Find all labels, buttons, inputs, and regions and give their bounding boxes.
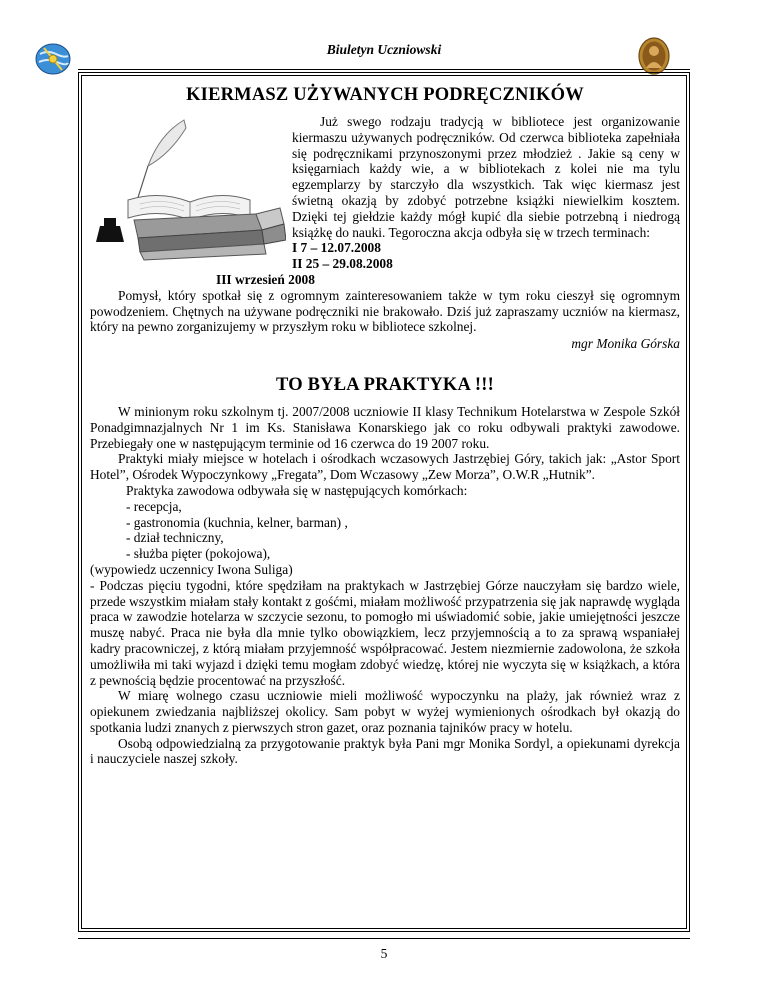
article1-title: KIERMASZ UŻYWANYCH PODRĘCZNIKÓW — [186, 85, 584, 105]
list-item: - dział techniczny, — [126, 530, 224, 546]
bulletin-title: Biuletyn Uczniowski — [326, 42, 442, 57]
school-globe-logo-icon — [34, 40, 72, 76]
footer-rule — [78, 938, 690, 939]
student-quote: - Podczas pięciu tygodni, które spędziłam na praktykach w Jastrzębiej Górze nauczyłam się bardzo wiele, przede wszystkim miałam stały kontakt z gośćmi, miałam możliwość przypatrzenia się jak naprawdę wygląda praca w zawodzie hotelarza w szczycie sezonu, to pomogło mi uświadomić sobie, jakie umiejętności jeszcze muszę nabyć. Praca nie była dla mnie tylko obowiązkiem, lecz przyjemnością a to za sprawą wspaniałej kadry pracowniczej, z którą miałam przyjemność współpracować. Jestem niezmiernie zadowolona, że szkoła umożliwiła mi taki wyjazd i dzięki temu mogłam zdobyć wiedzę, której nie wyczyta się w książkach, a która z pewnością będzie procentować na przyszłość. — [90, 577, 680, 688]
term-2: II 25 – 29.08.2008 — [292, 256, 393, 272]
article2-paragraph-4: Osobą odpowiedzialną za przygotowanie praktyk była Pani mgr Monika Sordyl, a opiekunami dyrekcja i nauczyciele naszej szkoły. — [90, 735, 680, 767]
departments-intro: Praktyka zawodowa odbywała się w następujących komórkach: — [126, 482, 468, 498]
term-3: III wrzesień 2008 — [216, 271, 315, 287]
page-number: 5 — [380, 946, 388, 961]
article2-title: TO BYŁA PRAKTYKA !!! — [276, 374, 494, 395]
page-content — [90, 80, 680, 767]
header-rule — [78, 69, 690, 70]
list-item: - recepcja, — [126, 498, 182, 514]
article1-author: mgr Monika Górska — [571, 336, 680, 352]
section-gap — [90, 352, 680, 374]
list-item: - służba pięter (pokojowa), — [126, 546, 271, 562]
patron-medallion-icon — [637, 36, 671, 76]
article2-paragraph-3: W miarę wolnego czasu uczniowie mieli możliwość wypoczynku na plaży, jak również wraz z opiekunem zwiedzania najbliższej okolicy. Sam pobyt w wyżej wymienionych ośrodkach był okazją do spotkania ludzi znanych z pierwszych stron gazet, oraz poznania tajników pracy w hotelu. — [90, 688, 680, 735]
article2-paragraph-1: W minionym roku szkolnym tj. 2007/2008 uczniowie II klasy Technikum Hotelarstwa w Zespole Szkół Ponadgimnazjalnych Nr 1 im Ks. Stanisława Konarskiego jak co roku odbywali praktyki zawodowe. Przebiegały one w następującym terminie od 16 czerwca do 19 2007 roku. — [90, 403, 680, 451]
article1-paragraph-2: Pomysł, który spotkał się z ogromnym zainteresowaniem także w tym roku cieszył się ogromnym powodzeniem. Chętnych na używane podręczniki nie brakowało. Dziś już zapraszamy uczniów na kiermasz, który na pewno zorganizujemy w przyszłym roku w bibliotece szkolnej. — [90, 287, 680, 335]
list-item: - gastronomia (kuchnia, kelner, barman) , — [126, 514, 348, 530]
article1-paragraph: Już swego rodzaju tradycją w bibliotece jest organizowanie kiermaszu używanych podręczników. Od czerwca biblioteka zapełniała się podręcznikami przynoszonymi przez młodzież . Jakie są ceny w księgarniach każdy wie, a w bibliotekach z kolei nie ma tylu egzemplarzy by starczyło dla wszystkich. Tak więc kiermasz jest świetną okazją by zdobyć potrzebne książki niewielkim kosztem. Dzięki tej giełdzie każdy mógł kupić dla siebie potrzebną i niedrogą książkę do nauki. Tegoroczna akcja odbyła się w trzech terminach: — [292, 114, 680, 240]
page-header — [78, 34, 690, 70]
interview-label: (wypowiedz uczennicy Iwona Suliga) — [90, 561, 293, 577]
article2-paragraph-2: Praktyki miały miejsce w hotelach i ośrodkach wczasowych Jastrzębiej Góry, takich jak: „Astor Sport Hotel”, Ośrodek Wypoczynkowy „Fregata”, Dom Wczasowy „Zew Morza”, O.W.R „Hutnik”. — [90, 451, 680, 483]
term-1: I 7 – 12.07.2008 — [292, 240, 381, 256]
books-quill-inkwell-icon — [90, 114, 286, 262]
